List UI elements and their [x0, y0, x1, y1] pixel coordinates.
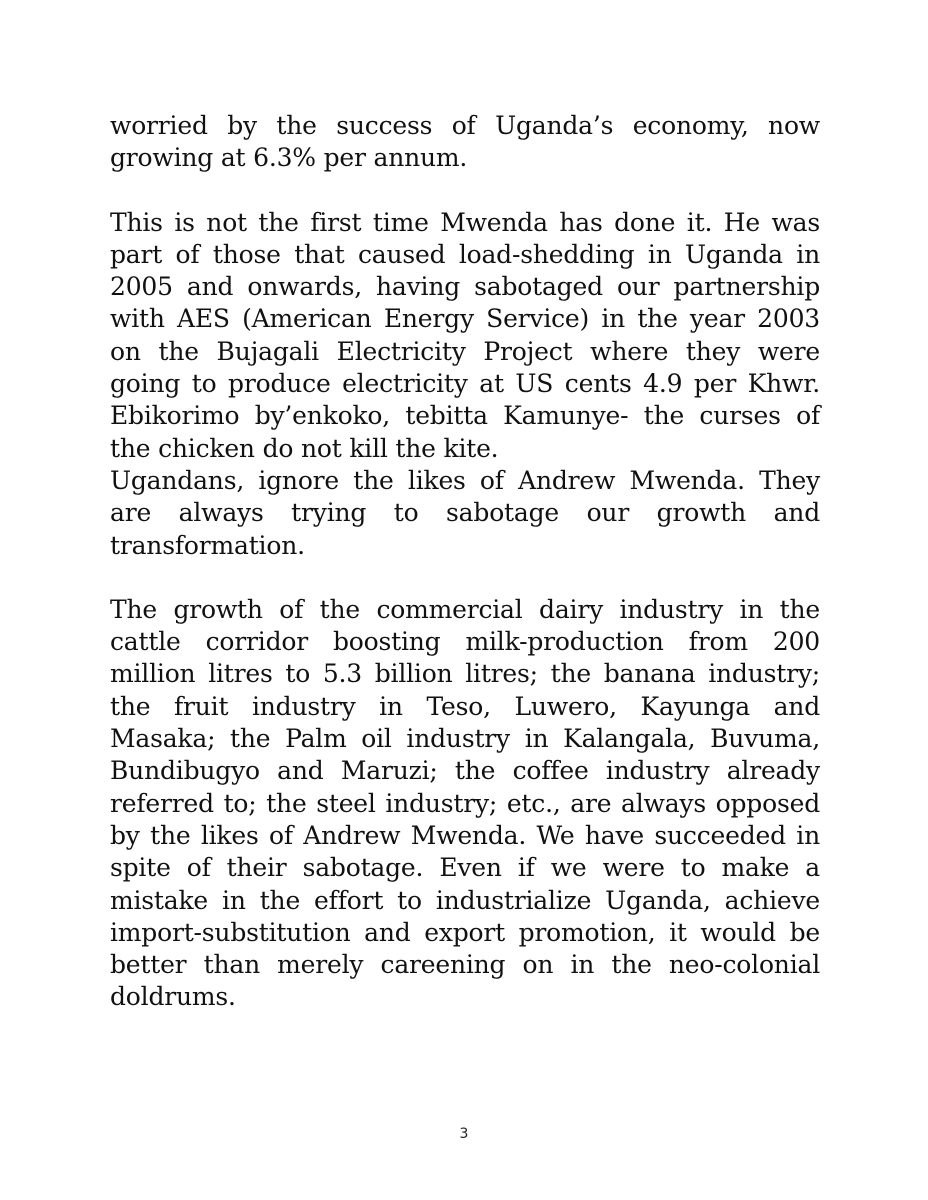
paragraph-industries: The growth of the commercial dairy industry in the cattle corridor boosting milk-production from 200 million litres to 5.3 billion litres; the banana industry; the fruit industry in Teso, Luwero, Kayunga and Masaka; the Palm oil industry in Kalangala, Buvuma, Bundibugyo and Maruzi; the coffee industry already referred to; the steel industry; etc., are always opposed by the likes of Andrew Mwenda. We have succeeded in spite of their sabotage. Even if we were to make a mistake in the effort to industrialize Uganda, achieve import-substitution and export promotion, it would be better than merely careening on in the neo-colonial doldrums.	[110, 594, 820, 1012]
paragraph-ignore-mwenda: Ugandans, ignore the likes of Andrew Mwenda. They are always trying to sabotage our growth and transformation.	[110, 465, 820, 560]
paragraph-economy-growth: worried by the success of Uganda’s economy, now growing at 6.3% per annum.	[110, 111, 820, 173]
paragraph-load-shedding: This is not the first time Mwenda has done it. He was part of those that caused load-shedding in Uganda in 2005 and onwards, having sabotaged our partnership with AES (American Energy Service) in the year 2003 on the Bujagali Electricity Project where they were going to produce electricity at US cents 4.9 per Khwr. Ebikorimo by’enkoko, tebitta Kamunye- the curses of the chicken do not kill the kite.	[110, 207, 820, 463]
page-number: 3	[459, 1126, 469, 1142]
body-text	[110, 110, 820, 1014]
paragraph-spacer	[110, 175, 820, 207]
paragraph-spacer	[110, 562, 820, 594]
